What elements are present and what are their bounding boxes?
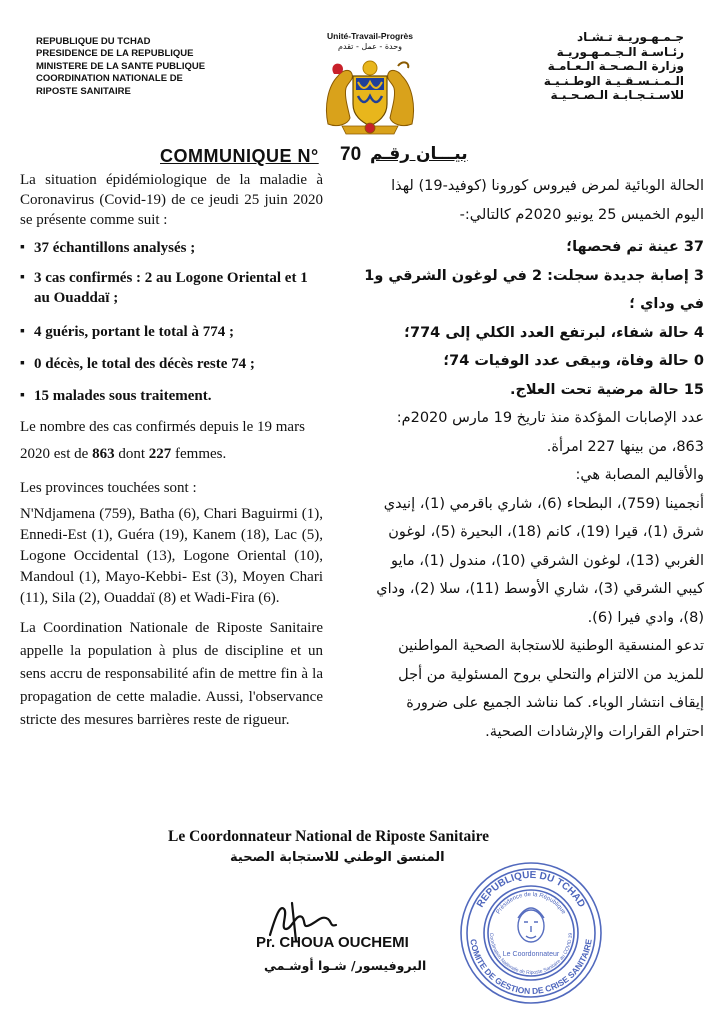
header-right-line-3: وزارة الـصـحـة الـعـامـة xyxy=(547,59,684,73)
header-left-line-5: RIPOSTE SANITAIRE xyxy=(36,85,131,97)
handwritten-signature-icon xyxy=(262,895,382,945)
signatory-title-ar: المنسق الوطني للاستجابة الصحية xyxy=(230,850,445,865)
fr-bullet-deaths: ▪ 0 décès, le total des décès reste 74 ; xyxy=(20,354,323,374)
fr-total-text-1: Le nombre des cas confirmés depuis le 19 mars 2020 est de xyxy=(20,419,305,462)
fr-total-text-2: dont xyxy=(114,446,149,462)
coat-of-arms-icon xyxy=(320,56,420,136)
fr-bullet-confirmed: ▪ 3 cas confirmés : 2 au Logone Oriental et 1 au Ouaddaï ; xyxy=(20,268,323,308)
fr-provinces-list: N'Ndjamena (759), Batha (6), Chari Baguirmi (1), Ennedi-Est (1), Guéra (19), Kanem (18), Lac (5), Logone Occidental (13), Logone Oriental (10), Mandoul (1), Mayo-Kebbi- Est (3), Moyen Chari (11), Sila (2), Ouaddaï (8) et Wadi-Fira (6). xyxy=(20,506,323,606)
ar-bullet-deaths: 0 حالة وفاة، وبيقى عدد الوفيات 74؛ xyxy=(443,353,704,369)
header-left-line-1: REPUBLIQUE DU TCHAD xyxy=(36,36,151,47)
signatory-name-fr: Pr. CHOUA OUCHEMI xyxy=(256,934,409,951)
fr-total-paragraph xyxy=(20,414,323,468)
header-left-line-4: COORDINATION NATIONALE DE xyxy=(36,73,183,85)
header-right-line-4: الـمـنـسـقـيـة الوطـنـيـة xyxy=(543,73,684,88)
ar-bullet-under-treatment: 15 حالة مرضية تحت العلاج. xyxy=(509,381,704,398)
fr-appeal-paragraph: La Coordination Nationale de Riposte Sanitaire appelle la population à plus de discipline et un sens accru de responsabilité afin de mettre fin à la propagation de cette maladie. Aussi, l'observance stricte des mesures barrières reste de rigueur. xyxy=(20,620,323,728)
ar-appeal-paragraph: تدعو المنسقية الوطنية للاستجابة الصحية المواطنين للمزيد من الالتزام والتحلي بروح المسئولية من أجل إيقاف انتشار الوباء. كما نناشد الجميع على ضرورة احترام القرارات والإرشادات الصحية. xyxy=(398,638,704,740)
signatory-title-fr: Le Coordonnateur National de Riposte Sanitaire xyxy=(168,828,490,845)
fr-total-text-3: femmes. xyxy=(171,446,227,462)
fr-provinces-title: Les provinces touchées sont : xyxy=(20,480,197,496)
stamp-inner-bottom-text: Coordination Nationale de Riposte Sanitaire au COVID 19 xyxy=(487,932,575,977)
ar-bullet-confirmed: 3 إصابة جديدة سجلت: 2 في لوغون الشرقي و1 في وداي ؛ xyxy=(364,267,704,312)
ar-totals-paragraph: عدد الإصابات المؤكدة منذ تاريخ 19 مارس 2020م: 863، من بينها 227 امرأة. xyxy=(396,410,704,455)
fr-total-women: 227 xyxy=(148,446,172,462)
national-motto-fr: Unité-Travail-Progrès xyxy=(327,31,413,41)
header-right-line-5: للاسـتـجـابـة الـصـحـيـة xyxy=(550,88,684,102)
national-motto-ar: وحدة - عمل - تقدم xyxy=(337,42,403,51)
fr-total-confirmed: 863 xyxy=(92,446,115,462)
stamp-outer-bottom-text: COMITE DE GESTION DE CRISE SANITAIRE xyxy=(468,938,594,997)
fr-intro: La situation épidémiologique de la maladie à Coronavirus (Covid-19) de ce jeudi 25 juin 2020 se présente comme suit : xyxy=(20,172,323,228)
stamp-inner-top-text: Présidence de la République xyxy=(495,891,567,916)
header-right-block-ar xyxy=(484,30,684,103)
fr-bullet-under-treatment: ▪ 15 malades sous traitement. xyxy=(20,386,323,406)
header-left-line-3: MINISTERE DE LA SANTE PUBLIQUE xyxy=(36,60,206,72)
communique-number: 70 xyxy=(340,144,362,165)
ar-provinces-list: أنجمينا (759)، البطحاء (6)، شاري باقرمي (1)، إنيدي شرق (1)، قيرا (19)، كانم (18)، البحيرة (5)، لوغون الغربي (13)، لوغون الشرقي (10)، مندول (1)، مايو كيبي الشرقي (3)، شاري الأوسط (11)، سلا (2)، وداي (8)، وادي فيرا (6). xyxy=(376,495,704,626)
header-left-block xyxy=(36,36,256,98)
ar-bullet-recovered: 4 حالة شفاء، لبرتفع العدد الكلي إلى 774؛ xyxy=(404,324,704,341)
communique-title-ar: بيـــان رقـم xyxy=(370,144,468,164)
ar-bullet-list xyxy=(364,233,704,404)
fr-bullet-list xyxy=(20,238,323,406)
header-left-line-2: PRESIDENCE DE LA REPUBLIQUE xyxy=(36,48,194,60)
ar-bullet-samples: 37 عينة تم فحصها؛ xyxy=(566,239,704,255)
arabic-column xyxy=(364,172,704,746)
official-stamp-icon xyxy=(456,858,606,1008)
ar-intro: الحالة الوبائية لمرض فيروس كورونا (كوفيد-19) لهذا اليوم الخميس 25 يونيو 2020م كالتالي:- xyxy=(391,178,704,223)
stamp-outer-top-text: REPUBLIQUE DU TCHAD xyxy=(475,869,587,910)
communique-title-fr: COMMUNIQUE N° xyxy=(160,146,319,166)
ar-provinces-title: والأقاليم المصابة هي: xyxy=(575,467,704,483)
fr-bullet-recovered: ▪ 4 guéris, portant le total à 774 ; xyxy=(20,322,323,342)
header-right-line-1: جـمـهـوريـة تـشـاد xyxy=(577,30,684,44)
french-column xyxy=(20,170,323,732)
signatory-name-ar: البروفيسور/ شـوا أوشـمي xyxy=(264,958,427,973)
stamp-center-text: Le Coordonnateur xyxy=(502,951,560,958)
header-right-line-2: رئـاسـة الـجـمـهـوريـة xyxy=(556,44,684,59)
fr-bullet-samples: ▪ 37 échantillons analysés ; xyxy=(20,238,323,258)
